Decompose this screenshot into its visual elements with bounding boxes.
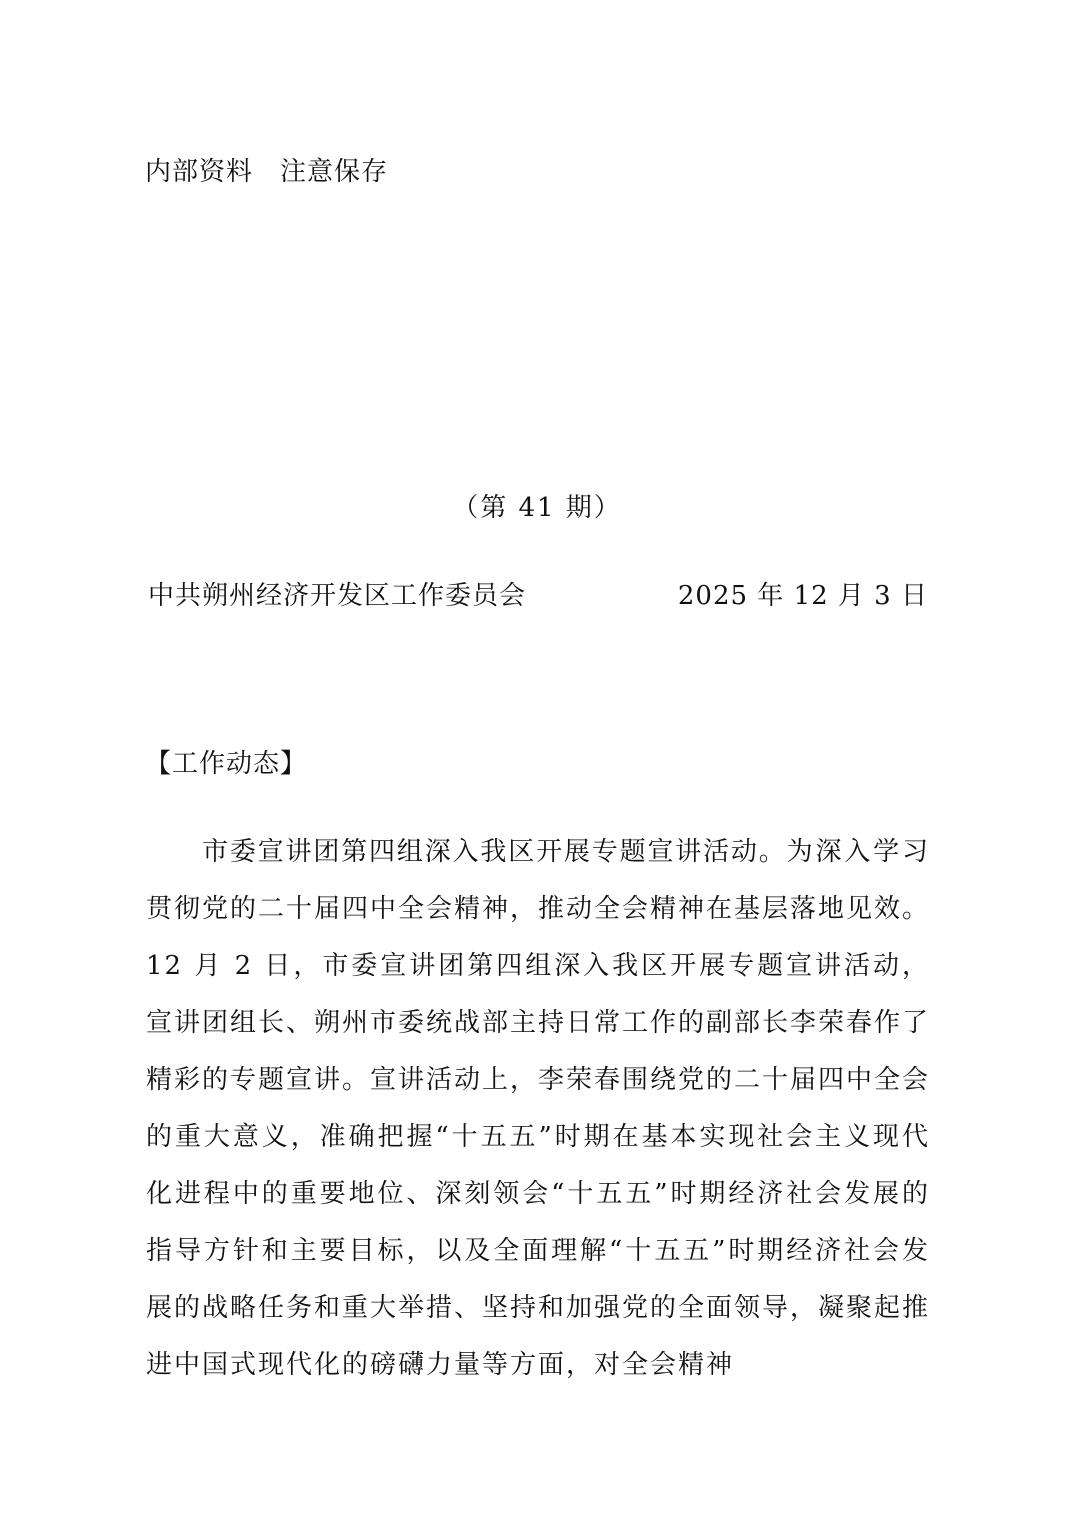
article-body: 为深入学习贯彻党的二十届四中全会精神，推动全会精神在基层落地见效。12 月 2 日，市委宣讲团第四组深入我区开展专题宣讲活动，宣讲团组长、朔州市委统战部主持日常工作的副部长李荣春作了精彩的专题宣讲。宣讲活动上，李荣春围绕党的二十届四中全会的重大意义，准确把握“十五五”时期在基本实现社会主义现代化进程中的重要地位、深刻领会“十五五”时期经济社会发展的指导方针和主要目标，以及全面理解“十五五”时期经济社会发展的战略任务和重大举措、坚持和加强党的全面领导，凝聚起推进中国式现代化的磅礴力量等方面，对全会精神 xyxy=(146,837,931,1380)
issue-number: （第 41 期） xyxy=(452,493,622,523)
article-paragraph xyxy=(146,824,930,1394)
confidential-label: 内部资料 注意保存 xyxy=(145,157,389,187)
article-headline: 市委宣讲团第四组深入我区开展专题宣讲活动。 xyxy=(202,837,787,867)
section-title: 【工作动态】 xyxy=(145,749,308,779)
issue-date: 2025 年 12 月 3 日 xyxy=(677,581,928,611)
issuer-date-row xyxy=(148,574,928,618)
issuer-name: 中共朔州经济开发区工作委员会 xyxy=(148,581,527,611)
